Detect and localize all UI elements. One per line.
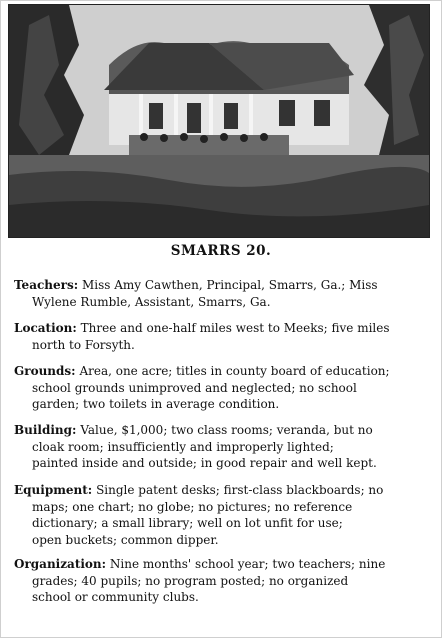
teachers-line-1: Miss Amy Cawthen, Principal, Smarrs, Ga.; Miss bbox=[81, 278, 378, 292]
location-label: Location: bbox=[14, 321, 77, 335]
building-line-1: Value, $1,000; two class rooms; veranda, but no bbox=[80, 423, 373, 437]
building-label: Building: bbox=[14, 423, 77, 437]
equipment-line-4: open buckets; common dipper. bbox=[32, 532, 219, 547]
building-line-2: cloak room; insufficiently and improperly lighted; bbox=[32, 439, 334, 454]
equipment-label: Equipment: bbox=[14, 483, 93, 497]
organization-line-2: grades; 40 pupils; no program posted; no organized bbox=[32, 573, 349, 588]
grounds-label: Grounds: bbox=[14, 364, 76, 378]
organization-section bbox=[14, 556, 430, 606]
schoolhouse-photo bbox=[8, 4, 430, 238]
equipment-line-3: dictionary; a small library; well on lot unfit for use; bbox=[32, 516, 343, 530]
building-section bbox=[14, 422, 430, 472]
school-title: SMARRS 20. bbox=[170, 243, 272, 259]
grounds-line-3: garden; two toilets in average condition. bbox=[32, 397, 280, 411]
location-section bbox=[14, 320, 430, 353]
location-line-1: Three and one-half miles west to Meeks; five miles bbox=[80, 321, 390, 335]
grounds-line-1: Area, one acre; titles in county board of education; bbox=[79, 364, 390, 378]
teachers-section bbox=[14, 277, 430, 310]
location-line-2: north to Forsyth. bbox=[32, 337, 135, 352]
teachers-line-2: Wylene Rumble, Assistant, Smarrs, Ga. bbox=[32, 294, 271, 309]
grounds-line-2: school grounds unimproved and neglected; no school bbox=[32, 380, 357, 395]
organization-line-1: Nine months' school year; two teachers; nine bbox=[109, 557, 386, 571]
equipment-line-1: Single patent desks; first-class blackboards; no bbox=[96, 483, 384, 497]
grounds-section bbox=[14, 363, 430, 413]
organization-line-3: school or community clubs. bbox=[32, 590, 199, 604]
equipment-section bbox=[14, 482, 430, 548]
equipment-line-2: maps; one chart; no globe; no pictures; no reference bbox=[32, 499, 353, 514]
building-line-3: painted inside and outside; in good repair and well kept. bbox=[32, 456, 377, 470]
organization-label: Organization: bbox=[14, 557, 107, 571]
teachers-label: Teachers: bbox=[14, 278, 79, 292]
